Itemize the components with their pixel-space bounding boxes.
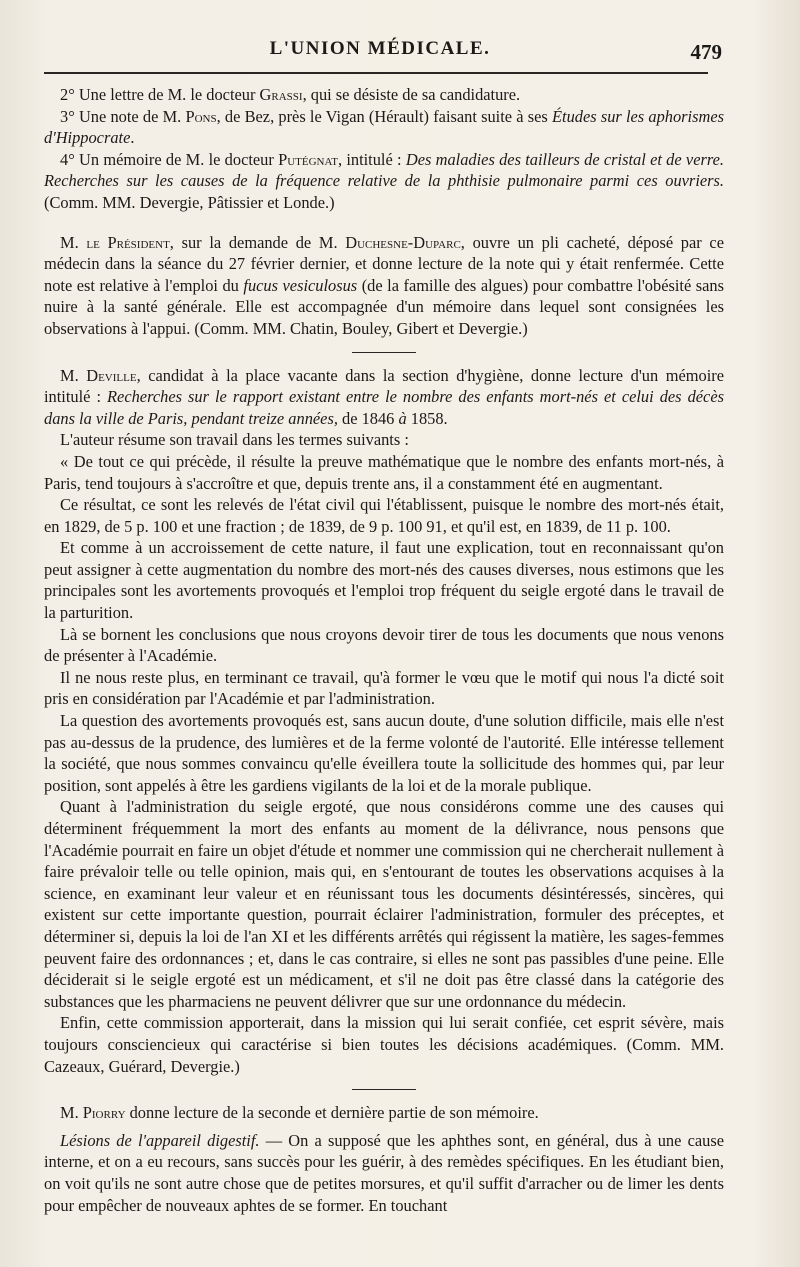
paragraph: Et comme à un accroissement de cette nature, il faut une explication, tout en reconnaissant qu'on peut assigner à cette augmentation du nombre des mort-nés des causes diverses, nous estimons que les principales sont les avortements provoqués et l'emploi trop fréquent du seigle ergoté dans le travail de la parturition.	[44, 538, 724, 623]
deville-paragraph: M. Deville, candidat à la place vacante dans la section d'hygiène, donne lecture d'un mémoire intitulé : Recherches sur le rapport existant entre le nombre des enfants mort-nés et celui des décès dans la ville de Paris, pendant treize années, de 1846 à 1858.	[44, 365, 724, 428]
piorry-paragraph: M. Piorry donne lecture de la seconde et dernière partie de son mémoire.	[60, 1103, 539, 1123]
header-rule	[44, 72, 708, 74]
paragraph: Enfin, cette commission apporterait, dans la mission qui lui serait confiée, cet esprit sévère, mais toujours consciencieux qui caractérise si bien toutes les décisions académiques. (Comm. MM. Cazeaux, Guérard, Devergie.)	[44, 1013, 724, 1076]
page-header	[48, 34, 722, 68]
person-name: Pons	[185, 106, 217, 126]
work-title: Recherches sur le rapport existant entre le nombre des enfants mort-nés et celui des décès dans la ville de Paris, pendant treize années,	[44, 387, 724, 428]
person-name: Putégnat	[278, 149, 338, 169]
paragraph: Ce résultat, ce sont les relevés de l'état civil qui l'établissent, puisque le nombre des mort-nés était, en 1829, de 5 p. 100 et une fraction ; de 1839, de 9 p. 100 91, et qu'il est, en 1839, de 11 p. 100.	[44, 495, 724, 536]
list-item-2: 2° Une lettre de M. le docteur Grassi, qui se désiste de sa candidature.	[60, 85, 521, 104]
paragraph: « De tout ce qui précède, il résulte la preuve mathématique que le nombre des enfants mort-nés, à Paris, tend toujours à s'accroître et que, depuis trente ans, il a constamment été en augmentant.	[44, 451, 724, 493]
president-paragraph: M. le Président, sur la demande de M. Duchesne-Duparc, ouvre un pli cacheté, déposé par ce médecin dans la séance du 27 février dernier, et donne lecture de la note qui y était renfermée. Cette note est relative à l'emploi du fucus vesiculosus (de la famille des algues) pour combattre l'obésité sans nuire à la santé générale. Elle est accompagnée d'un mémoire dans lequel sont consignées les observations à l'appui. (Comm. MM. Chatin, Bouley, Gibert et Devergie.)	[44, 232, 724, 338]
section-separator	[352, 352, 416, 353]
page-body	[44, 84, 724, 1216]
person-name: Grassi	[259, 85, 303, 104]
list-item-4: 4° Un mémoire de M. le docteur Putégnat, intitulé : Des maladies des tailleurs de cristal et de verre. Recherches sur les causes de la fréquence relative de la phthisie pulmonaire parmi ces ouvriers. (Comm. MM. Devergie, Pâtissier et Londe.)	[44, 149, 724, 212]
paragraph: Quant à l'administration du seigle ergoté, que nous considérons comme une des causes qui déterminent fréquemment la mort des enfants au moment de la délivrance, nous pensons que l'Académie pourrait en faire un objet d'étude et nommer une commission qui ne chercherait nullement à faire prévaloir telle ou telle opinion, mais qui, en s'entourant de toutes les observations acquises à la science, en examinant leur valeur et en réunissant tous les documents désintéressés, sincères, qui existent sur cette importante question, pourrait éclairer l'administration, formuler des préceptes, et déterminer si, depuis la loi de l'an XI et les différents arrêtés qui régissent la matière, les sages-femmes peuvent faire des ordonnances ; et, dans le cas contraire, si elles ne sont pas passibles d'une peine. Elle déciderait si le seigle ergoté est un médicament, et s'il ne doit pas être classé dans la catégorie des substances que les pharmaciens ne peuvent délivrer que sur une ordonnance du médecin.	[44, 797, 724, 1011]
spacer	[44, 214, 724, 226]
section-heading: Lésions de l'appareil digestif.	[60, 1130, 260, 1150]
person-name: Deville	[86, 365, 137, 385]
person-name: Piorry	[82, 1103, 126, 1123]
work-title: Études sur les aphorismes d'Hippocrate	[44, 106, 724, 148]
work-title: Des maladies des tailleurs de cristal et de verre. Recherches sur les causes de la fréquence relative de la phthisie pulmonaire parmi ces ouvriers.	[44, 149, 724, 191]
paragraph: Là se bornent les conclusions que nous croyons devoir tirer de tous les documents que nous venons de présenter à l'Académie.	[44, 624, 724, 666]
person-name: Duchesne-Duparc	[345, 232, 461, 252]
running-title: L'UNION MÉDICALE.	[269, 38, 491, 59]
list-item-3: 3° Une note de M. Pons, de Bez, près le Vigan (Hérault) faisant suite à ses Études sur les aphorismes d'Hippocrate.	[44, 106, 724, 148]
paragraph: L'auteur résume son travail dans les termes suivants :	[60, 430, 409, 450]
paragraph: La question des avortements provoqués est, sans aucun doute, d'une solution difficile, mais elle n'est pas au-dessus de la prudence, des lumières et de la ferme volonté de l'autorité. Elle intéresse tellement la société, que nous sommes convaincu qu'elle éveillera toute la sollicitude des hommes qui, par leur position, sont appelés à être les gardiens vigilants de la loi et de la morale publique.	[44, 711, 724, 795]
page-number: 479	[690, 40, 722, 64]
section-separator	[352, 1089, 416, 1090]
paragraph: Il ne nous reste plus, en terminant ce travail, qu'à former le vœu que le motif qui nous l'a dicté soit pris en considération par l'Académie et par l'administration.	[44, 667, 724, 709]
lesions-paragraph: Lésions de l'appareil digestif. — On a supposé que les aphthes sont, en général, dus à une cause interne, et on a eu recours, sans succès pour les guérir, à des remèdes spécifiques. En les étudiant bien, on voit qu'ils ne sont autre chose que de petites morsures, et qu'il suffit d'arracher ou de limer les dents pour empêcher de nouveaux aphtes de se former. En touchant	[44, 1130, 724, 1215]
